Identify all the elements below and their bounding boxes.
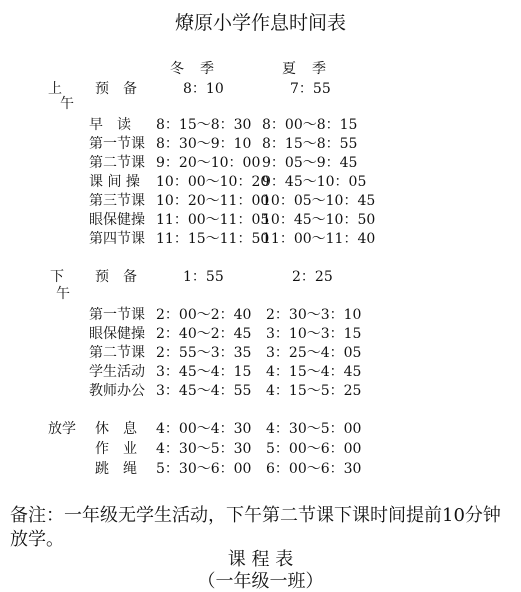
winter-column-header: 冬 季 — [170, 61, 215, 77]
morning-row-summer: 8：15～8：55 — [262, 136, 358, 152]
afternoon-prep-label: 预 备 — [95, 269, 137, 285]
afternoon-row-label: 眼保健操 — [89, 326, 145, 342]
morning-prep-summer: 7：55 — [290, 81, 331, 97]
morning-row-label: 眼保健操 — [89, 212, 145, 228]
morning-row-summer: 10：45～10：50 — [262, 212, 376, 228]
morning-row-winter: 10：00～10：20 — [156, 174, 270, 190]
morning-row-label: 早 读 — [89, 117, 131, 133]
schedule-title: 课 程 表 — [227, 549, 294, 570]
dismissal-row-summer: 5：00～6：00 — [266, 441, 362, 457]
dismissal-row-winter: 4：00～4：30 — [156, 421, 252, 437]
dismissal-row-label: 跳 绳 — [95, 461, 137, 477]
morning-row-label: 第四节课 — [89, 231, 145, 247]
morning-row-winter: 11：15～11：50 — [156, 231, 270, 247]
afternoon-row-label: 第二节课 — [89, 345, 145, 361]
afternoon-row-summer: 3：10～3：15 — [266, 326, 362, 342]
morning-prep-label: 预 备 — [95, 81, 137, 97]
morning-row-winter: 8：30～9：10 — [156, 136, 252, 152]
morning-prep-winter: 8：10 — [183, 81, 224, 97]
morning-row-label: 第三节课 — [89, 193, 145, 209]
afternoon-row-label: 教师办公 — [89, 383, 145, 399]
dismissal-row-label: 作 业 — [95, 441, 137, 457]
afternoon-row-summer: 3：25～4：05 — [266, 345, 362, 361]
dismissal-row-summer: 4：30～5：00 — [266, 421, 362, 437]
summer-column-header: 夏 季 — [282, 61, 327, 77]
afternoon-row-winter: 2：00～2：40 — [156, 307, 252, 323]
afternoon-row-winter: 3：45～4：55 — [156, 383, 252, 399]
note-text: 备注：一年级无学生活动，下午第二节课下课时间提前10分钟放学。 — [10, 505, 501, 550]
dismissal-label: 放学 — [48, 421, 76, 437]
afternoon-row-summer: 4：15～4：45 — [266, 364, 362, 380]
afternoon-row-summer: 4：15～5：25 — [266, 383, 362, 399]
afternoon-row-winter: 2：40～2：45 — [156, 326, 252, 342]
afternoon-row-summer: 2：30～3：10 — [266, 307, 362, 323]
morning-row-summer: 8：00～8：15 — [262, 117, 358, 133]
afternoon-prep-summer: 2：25 — [292, 269, 333, 285]
morning-row-winter: 11：00～11：05 — [156, 212, 270, 228]
afternoon-label-top: 下 — [50, 269, 64, 285]
afternoon-row-label: 学生活动 — [89, 364, 145, 380]
morning-row-summer: 9：05～9：45 — [262, 155, 358, 171]
morning-row-winter: 8：15～8：30 — [156, 117, 252, 133]
afternoon-row-winter: 2：55～3：35 — [156, 345, 252, 361]
afternoon-row-winter: 3：45～4：15 — [156, 364, 252, 380]
dismissal-row-winter: 4：30～5：30 — [156, 441, 252, 457]
afternoon-label-bottom: 午 — [56, 286, 70, 302]
morning-row-summer: 10：05～10：45 — [262, 193, 376, 209]
morning-row-summer: 9：45～10：05 — [262, 174, 367, 190]
schedule-subtitle: （一年级一班） — [197, 571, 324, 592]
morning-row-winter: 9：20～10：00 — [156, 155, 261, 171]
morning-row-label: 课 间 操 — [89, 174, 140, 190]
morning-row-label: 第一节课 — [89, 136, 145, 152]
page-title: 燎原小学作息时间表 — [174, 12, 346, 34]
morning-label-top: 上 — [48, 81, 62, 97]
morning-row-winter: 10：20～11：00 — [156, 193, 270, 209]
dismissal-row-label: 休 息 — [95, 421, 137, 437]
morning-row-summer: 11：00～11：40 — [262, 231, 376, 247]
afternoon-row-label: 第一节课 — [89, 307, 145, 323]
dismissal-row-winter: 5：30～6：00 — [156, 461, 252, 477]
morning-row-label: 第二节课 — [89, 155, 145, 171]
afternoon-prep-winter: 1：55 — [183, 269, 224, 285]
dismissal-row-summer: 6：00～6：30 — [266, 461, 362, 477]
morning-label-bottom: 午 — [60, 96, 74, 112]
